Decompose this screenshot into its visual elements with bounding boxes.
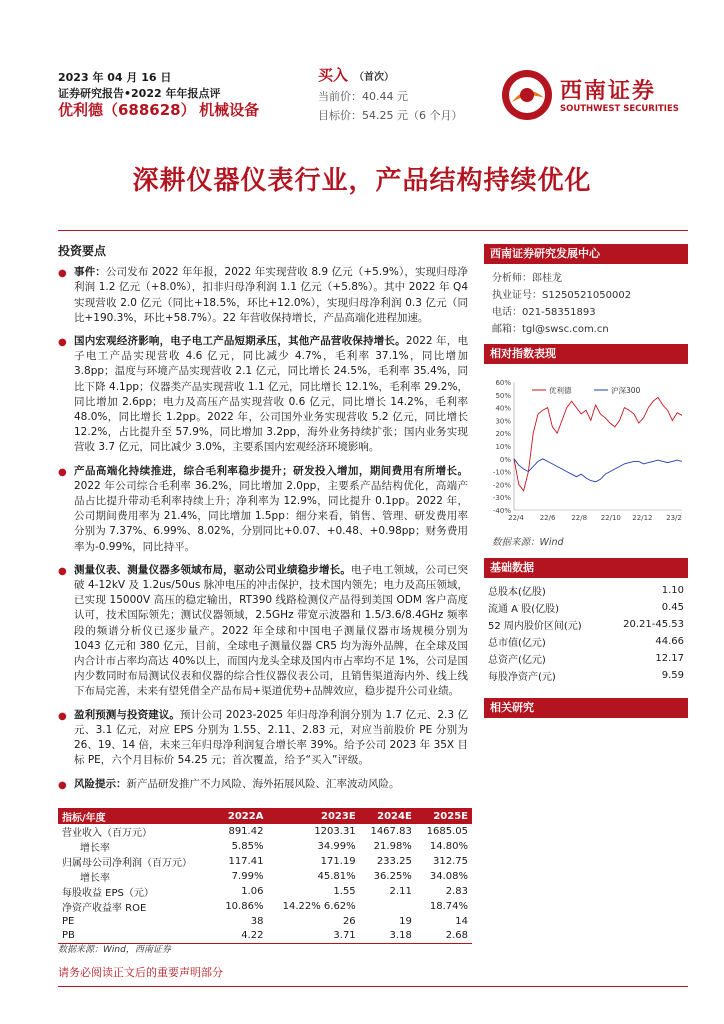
rating-note: （首次） — [354, 72, 395, 83]
bullet-icon: ● — [58, 779, 67, 791]
row-label: 增长率 — [80, 843, 110, 854]
row-value: 5.85% — [231, 841, 264, 852]
y-tick-label: 40% — [495, 404, 511, 413]
paragraph-text: 电子电工领域，公司已突破 4-12kV 及 1.2us/50us 脉冲电压的冲击保护，技术国内领先；电力及高压领域，已实现 15000V 高压的稳定输出，RT390 线路检测仪产品得到美国 ODM 客户高度认可，技术国际领先；测试仪器领域，2.5GHz 带宽示波器和 1.5/3.6/8.4GHz 频率段的频谱分析仪已逐步量产。2022 年全球和中国电子测量仪器市场规模分别为 1043 亿元和 380 亿元，目前，全球电子测量仪器 CR5 均为海外品牌，在全球及国内合计市占率均高达 40%以上，而国内龙头全球及国内市占率均不足 1%，公司是国内少数同时布局测试仪表和仪器的综合性仪器仪表公司，且销售渠道海内外、线上线下布局完善，未来有望凭借全产品布局+渠道优势+品牌效应，稳步提升公司业绩。 — [74, 563, 469, 698]
row-value: 14 — [455, 915, 468, 927]
chart-source: 数据来源：Wind — [492, 537, 564, 548]
paragraph-text: 新产品研发推广不力风险、海外拓展风险、汇率波动风险。 — [126, 777, 400, 790]
bullet-icon: ● — [58, 466, 67, 478]
row-value: 1.06 — [241, 886, 264, 897]
y-tick-label: -30% — [492, 494, 511, 503]
paragraph-text: 预计公司 2023-2025 年归母净利润分别为 1.7 亿元、2.3 亿元、3.1 亿元，对应 EPS 分别为 1.55、2.11、2.83 元，对应当前股价 PE 分别为 26、19、14 倍，未来三年归母净利润复合增长率 39%。给予公司 2023 年 35X 目标 PE，六个月目标价 54.25 元；首次覆盖，给予“买入”评级。 — [74, 708, 468, 767]
team-bar: 西南证券研究发展中心 — [484, 244, 688, 264]
company-name: 优利德（688628） — [58, 101, 196, 119]
paragraph-lead: 国内宏观经济影响，电子电工产品短期承压，其他产品营收保持增长。 — [74, 335, 406, 348]
table-row — [58, 884, 472, 899]
row-value: 34.99% — [317, 841, 356, 852]
series-line — [514, 459, 682, 482]
table-row — [58, 854, 472, 869]
row-value: 2.11 — [389, 886, 412, 897]
table-header-cell: 2022A — [215, 808, 267, 824]
row-value: 1467.83 — [370, 826, 412, 837]
target-price: 目标价：54.25 元（6 个月） — [318, 109, 463, 122]
y-tick-label: 0% — [499, 455, 511, 464]
rating-line — [318, 66, 462, 87]
x-tick-label: 22/6 — [539, 514, 556, 522]
legend-label: 优利德 — [549, 386, 572, 395]
y-tick-label: 50% — [495, 391, 511, 400]
row-value: 171.19 — [320, 856, 356, 867]
bullet-icon: ● — [58, 337, 67, 349]
basic-data-value: 44.66 — [655, 636, 684, 647]
table-header-cell: 2025E — [416, 808, 472, 824]
basic-data-value: 1.10 — [661, 585, 684, 596]
summary-paragraph — [58, 777, 468, 792]
analyst-phone: 电话：021-58351893 — [492, 307, 596, 318]
summary-paragraph — [58, 708, 468, 769]
y-tick-label: -10% — [492, 468, 511, 477]
logo-emblem-icon — [500, 68, 554, 122]
basic-data-value: 0.45 — [661, 602, 684, 613]
basic-data-table — [484, 582, 688, 684]
y-tick-label: 20% — [495, 430, 511, 439]
row-value: 1.55 — [333, 886, 356, 897]
row-value: 14.80% — [429, 841, 468, 852]
relative-index-chart — [484, 368, 688, 528]
row-value: 14.22% 6.62% — [282, 901, 356, 912]
basic-data-row — [484, 616, 688, 633]
row-value: 21.98% — [373, 841, 412, 852]
analyst-info — [484, 264, 688, 344]
table-header-cell: 2023E — [267, 808, 359, 824]
row-value: 18.74% — [429, 901, 468, 912]
summary-paragraph — [58, 334, 468, 456]
x-tick-label: 22/12 — [632, 514, 653, 522]
paragraph-lead: 事件： — [74, 266, 106, 279]
row-value: 4.22 — [215, 929, 267, 944]
x-tick-label: 22/4 — [508, 514, 524, 522]
table-header-row — [58, 808, 472, 824]
row-value: 36.25% — [373, 871, 412, 882]
table-row — [58, 899, 472, 914]
summary-paragraph — [58, 464, 468, 555]
report-title: 深耕仪器仪表行业，产品结构持续优化 — [132, 166, 592, 196]
basic-data-key: 总股本(亿股) — [488, 587, 546, 598]
y-tick-label: 10% — [495, 443, 511, 451]
summary-heading: 投资要点 — [58, 244, 107, 258]
row-label: PE — [62, 915, 75, 927]
y-tick-label: -40% — [492, 507, 511, 515]
table-source: 数据来源：Wind，西南证券 — [58, 945, 171, 955]
basic-data-key: 52 周内股价区间(元) — [488, 621, 582, 632]
table-header-cell: 2024E — [360, 808, 416, 824]
row-value: 2.83 — [445, 886, 468, 897]
analyst-email[interactable]: 邮箱：tgl@swsc.com.cn — [492, 324, 609, 335]
logo-text-en: SOUTHWEST SECURITIES — [560, 104, 679, 114]
summary-paragraph — [58, 563, 468, 700]
current-price: 当前价：40.44 元 — [318, 90, 408, 103]
analyst-name: 分析师：郎桂龙 — [492, 273, 562, 284]
row-value: 3.71 — [267, 929, 359, 944]
related-research-bar: 相关研究 — [484, 698, 688, 718]
rating-block — [318, 66, 462, 125]
legend-label: 沪深300 — [611, 386, 641, 395]
analyst-cert: 执业证号：S1250521050002 — [492, 290, 632, 301]
basic-data-row — [484, 667, 688, 684]
x-tick-label: 22/10 — [600, 514, 621, 522]
row-value: 34.08% — [429, 871, 468, 882]
row-value: 233.25 — [376, 856, 412, 867]
report-type: 证券研究报告•2022 年年报点评 — [58, 87, 221, 100]
row-value: 26 — [342, 915, 356, 927]
investment-summary — [58, 244, 468, 800]
basic-data-value: 20.21-45.53 — [623, 619, 684, 630]
row-value: 38 — [250, 915, 264, 927]
row-label: PB — [58, 929, 215, 944]
row-label: 归属母公司净利润（百万元） — [62, 858, 192, 869]
row-value: 1685.05 — [426, 826, 468, 837]
basic-data-value: 12.17 — [655, 653, 684, 664]
row-value: 19 — [399, 915, 412, 927]
company-line — [58, 102, 259, 120]
title-divider — [58, 230, 688, 231]
summary-paragraph — [58, 265, 468, 326]
row-value: 891.42 — [228, 826, 264, 837]
basic-data-key: 总市值(亿元) — [488, 638, 546, 649]
paragraph-lead: 盈利预测与投资建议。 — [74, 708, 181, 721]
bullet-icon: ● — [58, 565, 67, 577]
basic-data-bar: 基础数据 — [484, 558, 688, 578]
report-date: 2023 年 04 月 16 日 — [58, 71, 172, 84]
paragraph-text: 2022 年，电子电工产品实现营收 4.6 亿元，同比减少 4.7%，毛利率 37.1%，同比增加 3.8pp；温度与环境产品实现营收 2.1 亿元，同比增长 24.5%，毛利率 35.4%，同比下降 4.1pp；仪器类产品实现营收 1.1 亿元，同比增长 12.1%，毛利率 29.2%，同比增加 2.6pp；电力及高压产品实现营收 0.6 亿元，同比增长 14.2%，毛利率 48.0%，同比增长 1.2pp。2022 年，公司国外业务实现营收 5.2 亿元，同比增长 12.2%，占比提升至 57.9%，同比增加 3.2pp，海外业务持续扩张；国内业务实现营收 3.7 亿元，同比减少 3.0%，主要系国内宏观经济环境影响。 — [74, 335, 468, 454]
y-tick-label: -20% — [492, 481, 511, 490]
basic-data-key: 总资产(亿元) — [488, 655, 546, 666]
sidebar — [484, 244, 688, 718]
basic-data-key: 每股净资产(元) — [488, 672, 556, 683]
row-value: 312.75 — [433, 856, 468, 867]
row-label: 营业收入（百万元） — [62, 828, 152, 839]
disclaimer-note[interactable]: 请务必阅读正文后的重要声明部分 — [58, 966, 223, 979]
paragraph-lead: 产品高端化持续推进，综合毛利率稳步提升；研发投入增加，期间费用有所增长。 — [74, 464, 468, 477]
basic-data-row — [484, 599, 688, 616]
paragraph-text: 2022 年公司综合毛利率 36.2%，同比增加 2.0pp，主要系产品结构优化，高端产品占比提升带动毛利率持续上升；净利率为 12.9%，同比提升 0.1pp。2022 年，公司期间费用率为 21.4%，同比增加 1.5pp：细分来看，销售、管理、研发费用率分别为 7.37%、6.99%、8.02%，分别同比+0.07、+0.48、+0.98pp；财务费用率为-0.99%，同比持平。 — [74, 479, 468, 553]
row-value — [360, 899, 416, 914]
table-row — [58, 869, 472, 884]
row-label: 增长率 — [80, 873, 110, 884]
bullet-icon: ● — [58, 710, 67, 722]
report-header — [58, 70, 259, 120]
basic-data-value: 9.59 — [661, 670, 684, 681]
y-tick-label: 30% — [495, 417, 511, 426]
row-label: 净资产收益率 ROE — [62, 903, 147, 914]
industry-name: 机械设备 — [199, 101, 260, 119]
table-header-cell: 指标/年度 — [58, 808, 215, 824]
row-value: 7.99% — [231, 871, 264, 882]
row-value: 45.81% — [317, 871, 356, 882]
row-value: 2.68 — [416, 929, 472, 944]
company-logo — [500, 68, 690, 122]
y-tick-label: 60% — [495, 379, 511, 387]
table-row — [58, 914, 472, 929]
table-row — [58, 824, 472, 839]
x-tick-label: 22/8 — [571, 514, 588, 522]
x-tick-label: 23/2 — [666, 514, 682, 522]
paragraph-text: 公司发布 2022 年年报，2022 年实现营收 8.9 亿元（+5.9%），实现归母净利润 1.2 亿元（+8.0%），扣非归母净利润 1.1 亿元（+5.8%）。其中 2022 年 Q4 实现营收 2.0 亿元（同比+18.5%，环比+12.0%），实现归母净利润 0.3 亿元（同比+190.3%，环比+58.7%）。22 年营收保持增长，产品高端化进程加速。 — [74, 266, 468, 324]
basic-data-key: 流通 A 股(亿股) — [488, 604, 560, 615]
paragraph-lead: 风险提示： — [74, 777, 127, 790]
rating-value: 买入 — [318, 66, 349, 84]
chart-svg — [484, 368, 688, 528]
basic-data-row — [484, 582, 688, 599]
chart-title-bar: 相对指数表现 — [484, 344, 688, 364]
financial-forecast-table — [58, 808, 472, 944]
series-line — [514, 397, 682, 490]
row-value: 117.41 — [228, 856, 264, 867]
footer-divider — [58, 986, 688, 987]
basic-data-row — [484, 633, 688, 650]
row-value: 10.86% — [225, 901, 264, 912]
basic-data-row — [484, 650, 688, 667]
row-value: 1203.31 — [314, 826, 356, 837]
paragraph-lead: 测量仪表、测量仪器多领域布局，驱动公司业绩稳步增长。 — [74, 563, 351, 576]
logo-text-cn: 西南证券 — [560, 79, 657, 104]
bullet-icon: ● — [58, 268, 67, 280]
table-row — [58, 839, 472, 854]
row-label: 每股收益 EPS（元） — [62, 888, 154, 899]
row-value: 3.18 — [360, 929, 416, 944]
